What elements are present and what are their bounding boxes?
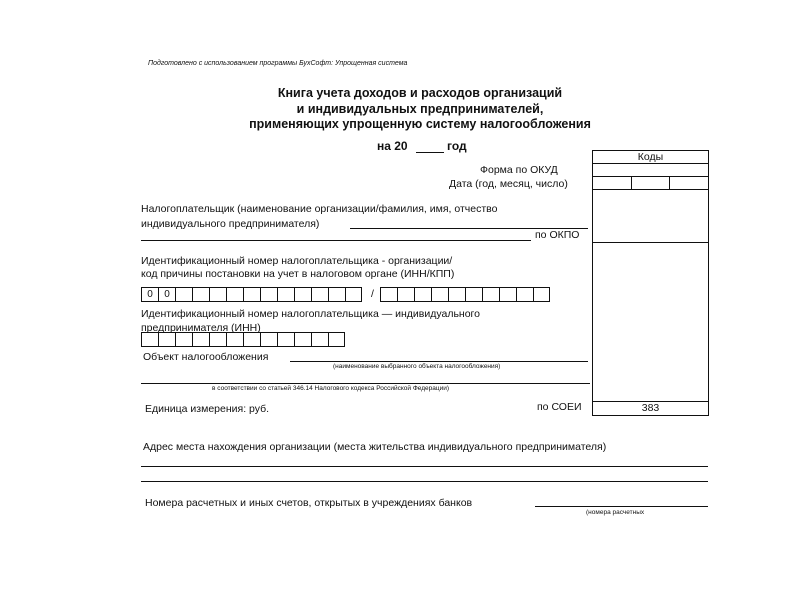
inn-ip-label-1: Идентификационный номер налогоплательщика — индивидуального <box>141 308 480 320</box>
prepared-by-note: Подготовлено с использованием программы БухСофт: Упрощенная система <box>148 60 408 67</box>
unit-label: Единица измерения: руб. <box>145 403 270 415</box>
date-label: Дата (год, месяц, число) <box>449 178 568 190</box>
taxation-object-law-note: в соответствии со статьей 346.14 Налогового кодекса Российской Федерации) <box>212 385 450 392</box>
inn-ip-cells[interactable] <box>141 332 345 347</box>
inn-kpp-label-2: код причины постановки на учет в налоговом органе (ИНН/КПП) <box>141 268 455 280</box>
inn-ip-digit-cell[interactable] <box>209 332 226 347</box>
address-field-2[interactable] <box>141 481 708 482</box>
kpp-digit-cell[interactable] <box>499 287 516 302</box>
inn-digit-cell[interactable] <box>243 287 260 302</box>
inn-kpp-label-1: Идентификационный номер налогоплательщика - организации/ <box>141 255 453 267</box>
inn-ip-digit-cell[interactable] <box>260 332 277 347</box>
inn-ip-digit-cell[interactable] <box>328 332 345 347</box>
inn-digit-cell[interactable]: 0 <box>141 287 158 302</box>
taxation-object-field-2[interactable] <box>141 383 590 384</box>
inn-digit-cell[interactable] <box>311 287 328 302</box>
taxpayer-label-2: индивидуального предпринимателя) <box>141 218 320 230</box>
inn-ip-digit-cell[interactable] <box>311 332 328 347</box>
inn-digit-cell[interactable]: 0 <box>158 287 175 302</box>
year-field[interactable] <box>416 152 444 153</box>
inn-ip-digit-cell[interactable] <box>141 332 158 347</box>
inn-digit-cell[interactable] <box>294 287 311 302</box>
inn-digit-cell[interactable] <box>345 287 362 302</box>
taxation-object-field[interactable] <box>290 361 588 362</box>
inn-digit-cell[interactable] <box>175 287 192 302</box>
accounts-label: Номера расчетных и иных счетов, открытых в учреждениях банков <box>145 497 473 509</box>
year-prefix: на 20 <box>377 139 408 153</box>
title-line-1: Книга учета доходов и расходов организаций <box>277 86 563 100</box>
date-cell-divider <box>631 176 632 189</box>
inn-ip-label-2: предпринимателя (ИНН) <box>141 322 261 334</box>
year-suffix: год <box>447 139 467 153</box>
okei-label: по СОЕИ <box>537 401 582 413</box>
codes-divider <box>592 189 709 190</box>
taxpayer-field-2[interactable] <box>141 240 531 241</box>
accounts-field[interactable] <box>535 506 708 507</box>
date-cell-divider <box>669 176 670 189</box>
taxation-object-label: Объект налогообложения <box>143 351 269 363</box>
accounts-hint: (номера расчетных <box>586 509 645 516</box>
okei-value: 383 <box>641 402 660 414</box>
kpp-digit-cell[interactable] <box>465 287 482 302</box>
kpp-digit-cell[interactable] <box>533 287 550 302</box>
codes-divider <box>592 163 709 164</box>
inn-digit-cell[interactable] <box>260 287 277 302</box>
codes-header: Коды <box>637 151 664 163</box>
taxation-object-hint: (наименование выбранного объекта налогообложения) <box>333 363 501 370</box>
title-line-2: и индивидуальных предпринимателей, <box>296 102 544 116</box>
title-line-3: применяющих упрощенную систему налогообложения <box>249 117 591 131</box>
kpp-cells[interactable] <box>380 287 550 302</box>
codes-divider <box>592 176 709 177</box>
codes-divider <box>592 242 709 243</box>
inn-kpp-separator: / <box>371 288 374 300</box>
okpo-label: по ОКПО <box>535 229 580 241</box>
inn-digit-cell[interactable] <box>277 287 294 302</box>
kpp-digit-cell[interactable] <box>448 287 465 302</box>
inn-digit-cell[interactable] <box>209 287 226 302</box>
inn-cells[interactable] <box>141 287 362 302</box>
inn-ip-digit-cell[interactable] <box>226 332 243 347</box>
inn-ip-digit-cell[interactable] <box>243 332 260 347</box>
inn-ip-digit-cell[interactable] <box>158 332 175 347</box>
inn-ip-digit-cell[interactable] <box>277 332 294 347</box>
kpp-digit-cell[interactable] <box>482 287 499 302</box>
address-field[interactable] <box>141 466 708 467</box>
inn-digit-cell[interactable] <box>226 287 243 302</box>
kpp-digit-cell[interactable] <box>431 287 448 302</box>
okud-label: Форма по ОКУД <box>480 164 558 176</box>
taxpayer-label-1: Налогоплательщик (наименование организации/фамилия, имя, отчество <box>141 203 498 215</box>
kpp-digit-cell[interactable] <box>516 287 533 302</box>
address-label: Адрес места нахождения организации (места жительства индивидуального предпринимателя) <box>143 441 607 453</box>
kpp-digit-cell[interactable] <box>380 287 397 302</box>
inn-digit-cell[interactable] <box>192 287 209 302</box>
inn-ip-digit-cell[interactable] <box>175 332 192 347</box>
inn-ip-digit-cell[interactable] <box>192 332 209 347</box>
inn-digit-cell[interactable] <box>328 287 345 302</box>
kpp-digit-cell[interactable] <box>397 287 414 302</box>
inn-ip-digit-cell[interactable] <box>294 332 311 347</box>
kpp-digit-cell[interactable] <box>414 287 431 302</box>
